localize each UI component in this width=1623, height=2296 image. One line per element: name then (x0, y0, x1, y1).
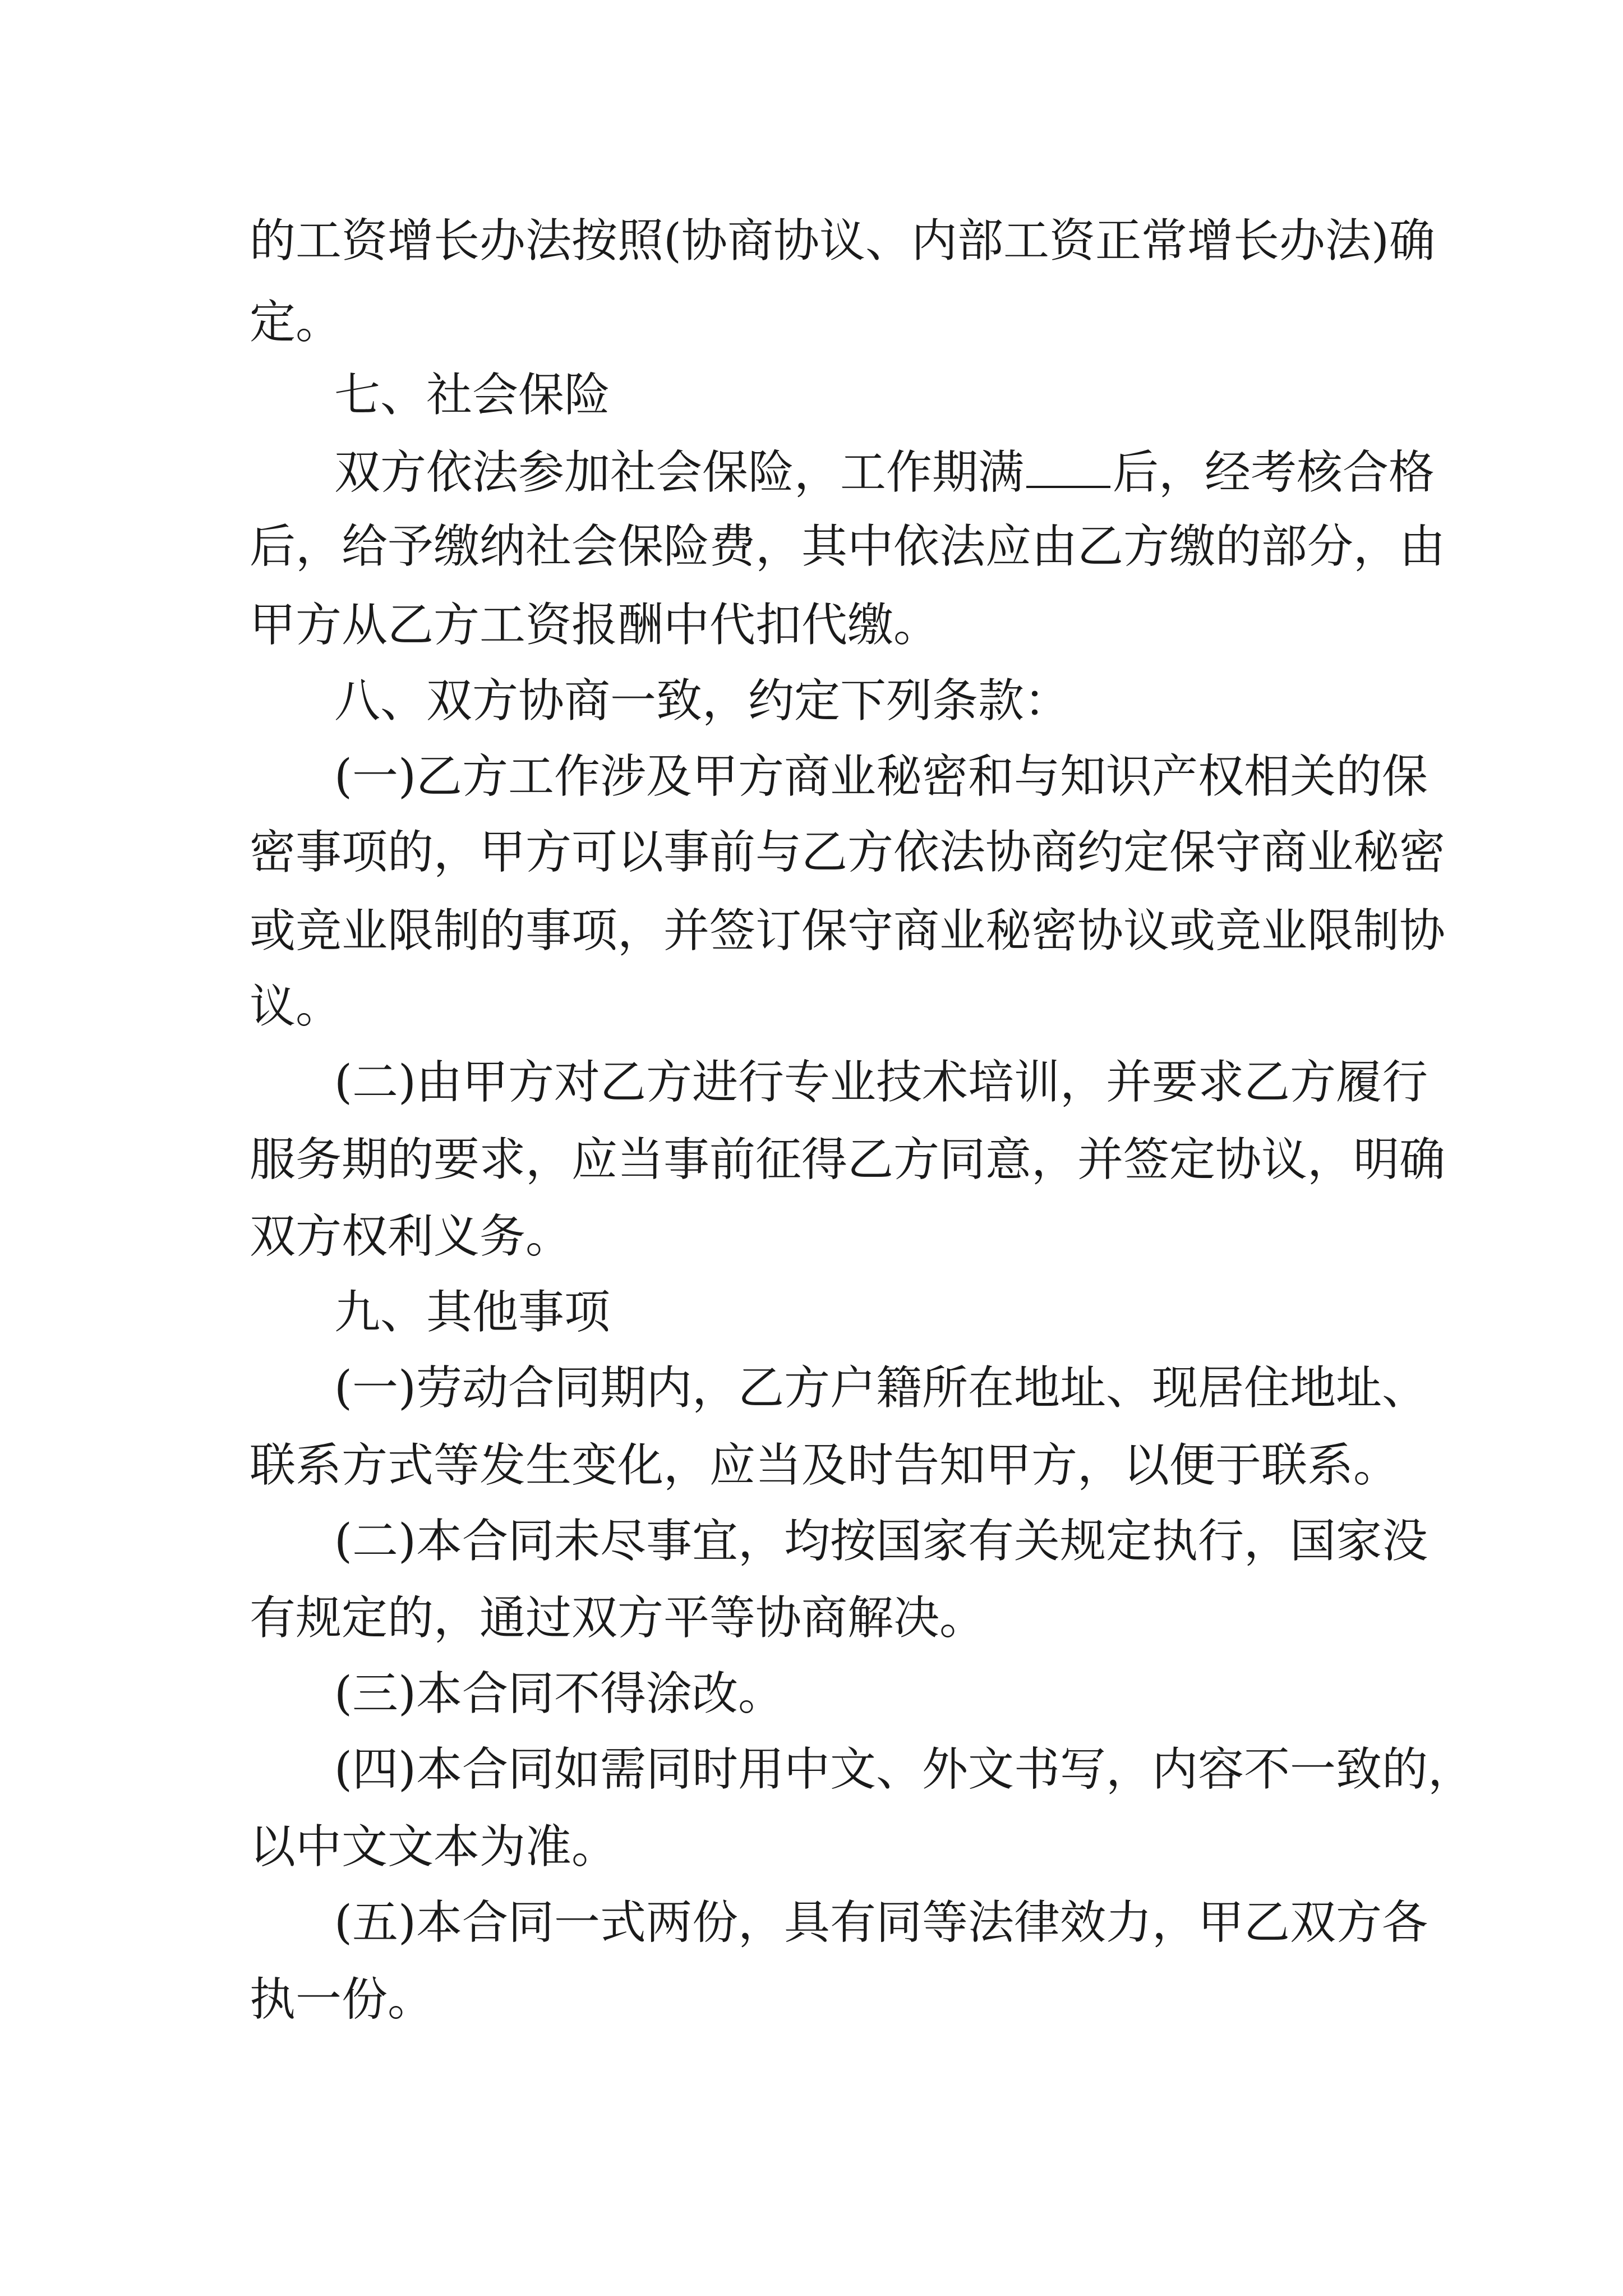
text-line: (四)本合同如需同时用中文、外文书写，内容不一致的， (334, 1743, 1474, 1796)
text-line: 密事项的，甲方可以事前与乙方依法协商约定保守商业秘密 (250, 826, 1446, 879)
text-line: 议。 (250, 980, 342, 1033)
text-line: 甲方从乙方工资报酬中代扣代缴。 (250, 599, 940, 652)
fill-in-blank (1026, 443, 1110, 488)
text-line: 有规定的，通过双方平等协商解决。 (250, 1591, 986, 1645)
text-line: 联系方式等发生变化，应当及时告知甲方，以便于联系。 (250, 1439, 1400, 1492)
text-line: (五)本合同一式两份，具有同等法律效力，甲乙双方各 (334, 1896, 1428, 1949)
section-heading: 八、双方协商一致，约定下列条款： (334, 674, 1071, 728)
text-line: 以中文文本为准。 (250, 1820, 618, 1874)
text-line: (二)由甲方对乙方进行专业技术培训，并要求乙方履行 (334, 1056, 1428, 1109)
text-line: 后，给予缴纳社会保险费，其中依法应由乙方缴的部分，由 (250, 520, 1446, 573)
text-line: 或竞业限制的事项，并签订保守商业秘密协议或竞业限制协 (250, 904, 1446, 958)
text-line: 定。 (250, 296, 342, 349)
text-line: 执一份。 (250, 1973, 434, 2026)
section-heading: 九、其他事项 (334, 1286, 611, 1339)
text-segment: 后，经考核合格 (1113, 446, 1435, 499)
text-line: 服务期的要求，应当事前征得乙方同意，并签定协议，明确 (250, 1133, 1446, 1186)
text-line: 双方权利义务。 (250, 1210, 572, 1263)
section-heading: 七、社会保险 (334, 369, 611, 422)
text-line (334, 443, 1435, 501)
text-line: (一)乙方工作涉及甲方商业秘密和与知识产权相关的保 (334, 750, 1428, 803)
text-segment: 双方依法参加社会保险，工作期满 (334, 446, 1025, 499)
text-line: (一)劳动合同期内，乙方户籍所在地址、现居住地址、 (334, 1361, 1428, 1415)
text-line: 的工资增长办法按照(协商协议、内部工资正常增长办法)确 (250, 214, 1435, 268)
text-line: (三)本合同不得涂改。 (334, 1667, 784, 1720)
text-line: (二)本合同未尽事宜，均按国家有关规定执行，国家没 (334, 1515, 1428, 1568)
